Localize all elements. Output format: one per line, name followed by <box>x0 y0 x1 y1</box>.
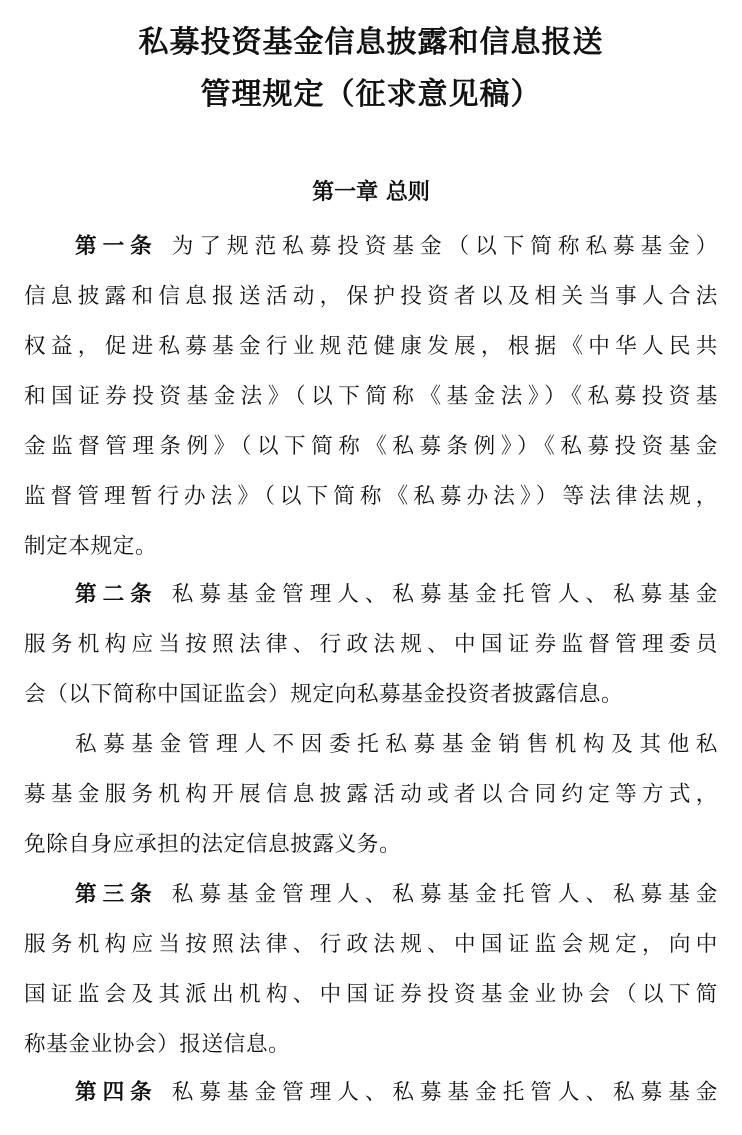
document-title-line-2: 管理规定（征求意见稿） <box>200 77 542 112</box>
document-title-line-1: 私募投资基金信息披露和信息报送 <box>138 25 604 60</box>
paragraph-line: 监督管理暂行办法》（以下简称《私募办法》）等法律法规， <box>24 484 718 509</box>
article-4-text: 私募基金管理人、私募基金托管人、私募基金 <box>171 1080 718 1105</box>
article-4-line-1 <box>75 1078 718 1108</box>
paragraph-line: 制定本规定。 <box>24 534 158 559</box>
paragraph-line: 权益，促进私募基金行业规范健康发展，根据《中华人民共 <box>24 334 718 359</box>
paragraph-line: 募基金服务机构开展信息披露活动或者以合同约定等方式， <box>24 782 718 807</box>
paragraph-line: 信息披露和信息报送活动，保护投资者以及相关当事人合法 <box>24 284 718 309</box>
paragraph-line: 金监督管理条例》（以下简称《私募条例》）《私募投资基金 <box>24 434 718 459</box>
paragraph-line: 免除自身应承担的法定信息披露义务。 <box>24 832 402 857</box>
article-1-text: 为了规范私募投资基金（以下简称私募基金） <box>171 234 718 259</box>
chapter-heading: 第一章 总则 <box>312 180 430 205</box>
article-1-label: 第一条 <box>75 234 158 259</box>
paragraph-line: 私募基金管理人不因委托私募基金销售机构及其他私 <box>75 732 718 757</box>
article-3-label: 第三条 <box>75 882 158 907</box>
article-2-label: 第二条 <box>75 582 158 607</box>
paragraph-line: 国证监会及其派出机构、中国证券投资基金业协会（以下简 <box>24 982 718 1007</box>
article-4-label: 第四条 <box>75 1080 158 1105</box>
article-2-text: 私募基金管理人、私募基金托管人、私募基金 <box>171 582 718 607</box>
paragraph-line: 和国证券投资基金法》（以下简称《基金法》）《私募投资基 <box>24 384 718 409</box>
paragraph-line: 会（以下简称中国证监会）规定向私募基金投资者披露信息。 <box>24 682 624 707</box>
paragraph-line: 称基金业协会）报送信息。 <box>24 1032 291 1057</box>
article-3-text: 私募基金管理人、私募基金托管人、私募基金 <box>171 882 718 907</box>
article-1-line-1 <box>75 232 718 262</box>
article-3-line-1 <box>75 880 718 910</box>
article-2-line-1 <box>75 580 718 610</box>
paragraph-line: 服务机构应当按照法律、行政法规、中国证监会规定，向中 <box>24 932 718 957</box>
paragraph-line: 服务机构应当按照法律、行政法规、中国证券监督管理委员 <box>24 632 718 657</box>
